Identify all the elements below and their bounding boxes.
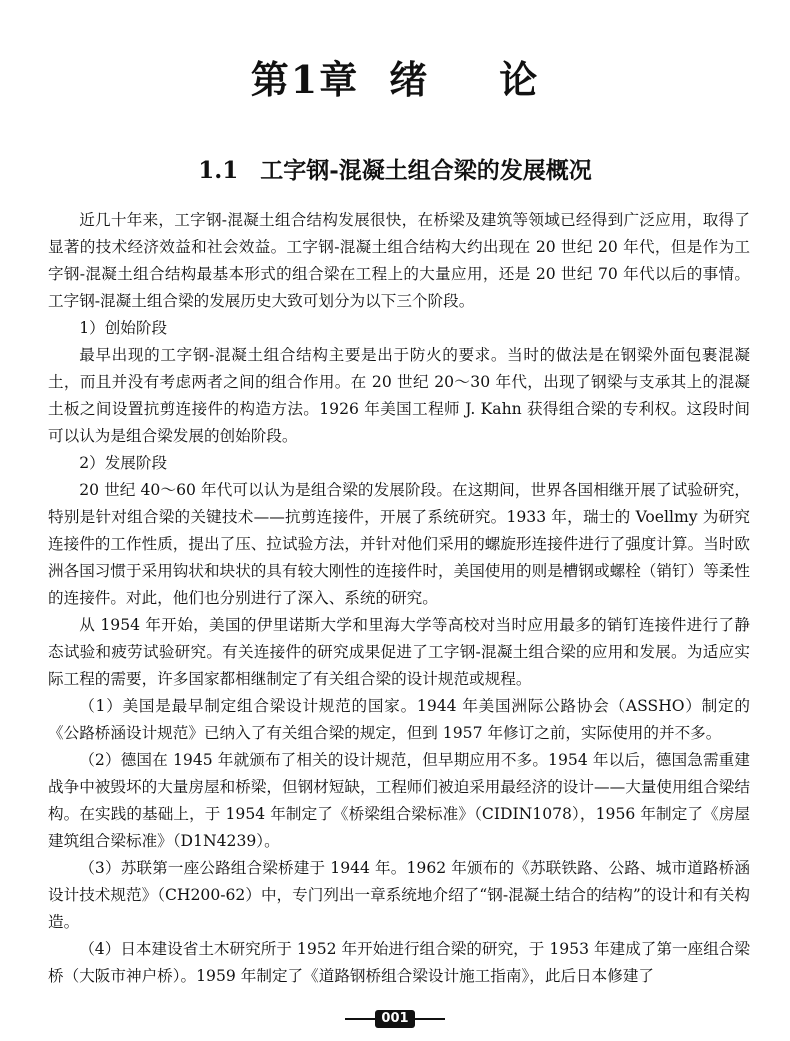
paragraph-stage-2: 20 世纪 40～60 年代可以认为是组合梁的发展阶段。在这期间，世界各国相继开展了试验研究，特别是针对组合梁的关键技术——抗剪连接件，开展了系统研究。1933 年，瑞士的 Voellmy 为研究连接件的工作性质，提出了压、拉试验方法，并针对他们采用的螺旋形连接件进行了强度计算。当时欧洲各国习惯于采用钩状和块状的具有较大刚性的连接件时，美国使用的则是槽钢或螺栓（销钉）等柔性的连接件。对此，他们也分别进行了深入、系统的研究。 — [48, 481, 750, 607]
chapter-title — [0, 58, 790, 102]
chapter-title-part1: 绪 — [389, 57, 430, 102]
footer-rule-left — [345, 1018, 375, 1020]
paragraph-stage-1: 最早出现的工字钢-混凝土组合结构主要是出于防火的要求。当时的做法是在钢梁外面包裹混凝土，而且并没有考虑两者之间的组合作用。在 20 世纪 20～30 年代，出现了钢梁与支承其上的混凝土板之间设置抗剪连接件的构造方法。1926 年美国工程师 J. Kahn 获得组合梁的专利权。这段时间可以认为是组合梁发展的创始阶段。 — [48, 346, 750, 445]
section-number: 1.1 — [198, 157, 239, 184]
page-number: 001 — [375, 1010, 414, 1028]
list-item-germany: （2）德国在 1945 年就颁布了相关的设计规范，但早期应用不多。1954 年以后，德国急需重建战争中被毁坏的大量房屋和桥梁，但钢材短缺，工程师们被迫采用最经济的设计——大量使用组合梁结构。在实践的基础上，于 1954 年制定了《桥梁组合梁标准》（CIDIN1078），1956 年制定了《房屋建筑组合梁标准》（D1N4239）。 — [48, 751, 750, 850]
list-item-ussr: （3）苏联第一座公路组合梁桥建于 1944 年。1962 年颁布的《苏联铁路、公路、城市道路桥涵设计技术规范》（CH200-62）中，专门列出一章系统地介绍了“钢-混凝土结合的结构”的设计和有关构造。 — [48, 859, 750, 931]
chapter-number: 第1章 — [250, 57, 360, 102]
body-text — [48, 207, 750, 990]
subheading-stage-2: 2）发展阶段 — [79, 454, 168, 472]
paragraph-intro: 近几十年来，工字钢-混凝土组合结构发展很快，在桥梁及建筑等领域已经得到广泛应用，取得了显著的技术经济效益和社会效益。工字钢-混凝土组合结构大约出现在 20 世纪 20 年代，但是作为工字钢-混凝土组合结构最基本形式的组合梁在工程上的大量应用，还是 20 世纪 70 年代以后的事情。工字钢-混凝土组合梁的发展历史大致可划分为以下三个阶段。 — [48, 211, 750, 310]
chapter-title-part2: 论 — [499, 57, 540, 102]
list-item-usa: （1）美国是最早制定组合梁设计规范的国家。1944 年美国洲际公路协会（ASSHO）制定的《公路桥涵设计规范》已纳入了有关组合梁的规定，但到 1957 年修订之前，实际使用的并不多。 — [48, 697, 750, 742]
paragraph-1954: 从 1954 年开始，美国的伊里诺斯大学和里海大学等高校对当时应用最多的销钉连接件进行了静态试验和疲劳试验研究。有关连接件的研究成果促进了工字钢-混凝土组合梁的应用和发展。为适应实际工程的需要，许多国家都相继制定了有关组合梁的设计规范或规程。 — [48, 616, 750, 688]
subheading-stage-1: 1）创始阶段 — [79, 319, 168, 337]
list-item-japan: （4）日本建设省土木研究所于 1952 年开始进行组合梁的研究，于 1953 年建成了第一座组合梁桥（大阪市神户桥）。1959 年制定了《道路钢桥组合梁设计施工指南》，此后日本修建了 — [48, 940, 750, 985]
section-title — [0, 157, 790, 185]
section-heading: 工字钢-混凝土组合梁的发展概况 — [260, 157, 592, 184]
page-footer — [0, 1010, 790, 1028]
footer-rule-right — [415, 1018, 445, 1020]
